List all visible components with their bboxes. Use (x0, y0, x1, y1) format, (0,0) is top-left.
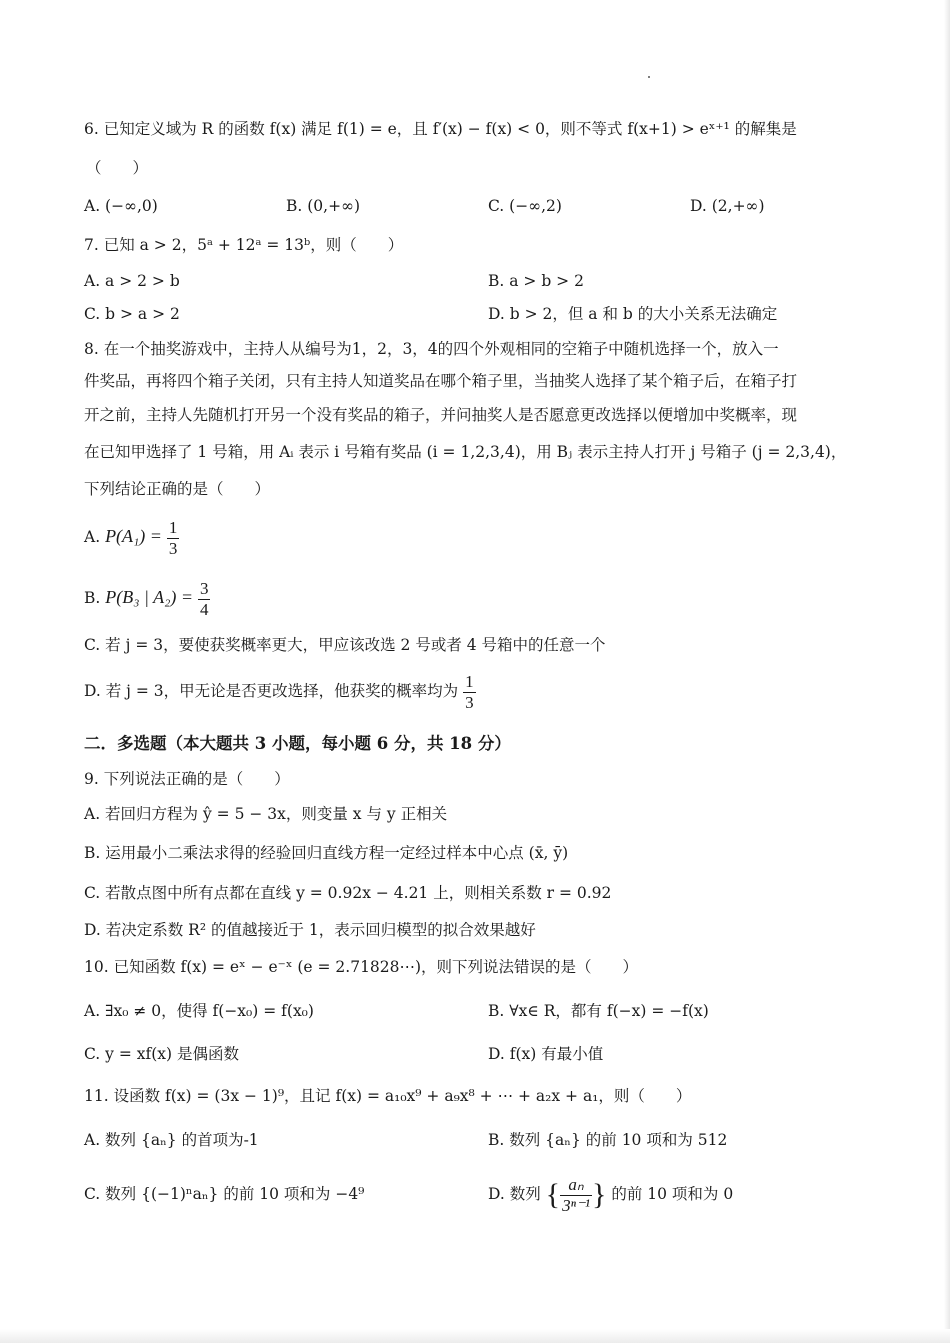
q10-option-d: D. f(x) 有最小值 (488, 1045, 604, 1063)
q6-option-b: B. (0,+∞) (286, 197, 361, 215)
section-2-heading: 二．多选题（本大题共 3 小题，每小题 6 分，共 18 分） (84, 734, 511, 753)
q6-option-d: D. (2,+∞) (690, 197, 765, 215)
q8-option-a-label: A. (84, 528, 101, 546)
q10-stem: 10. 已知函数 f(x) = eˣ − e⁻ˣ (e = 2.71828⋯)，则下列说法错误的是（ ） (84, 958, 639, 976)
q8-option-b-label: B. (84, 589, 101, 607)
q6-paren: （ ） (86, 159, 149, 177)
q7-option-a: A. a > 2 > b (84, 272, 180, 290)
q9-option-d: D. 若决定系数 R² 的值越接近于 1，表示回归模型的拟合效果越好 (84, 921, 536, 939)
left-brace: { (545, 1178, 561, 1211)
scan-dot (648, 76, 650, 78)
fraction-denominator: 3 (168, 538, 178, 558)
fraction-numerator: aₙ (560, 1175, 592, 1196)
q7-stem: 7. 已知 a > 2，5ᵃ + 12ᵃ = 13ᵇ，则（ ） (84, 236, 404, 254)
q8-line-4: 在已知甲选择了 1 号箱，用 Aᵢ 表示 i 号箱有奖品 (i = 1,2,3,4)，用 Bⱼ 表示主持人打开 j 号箱子 (j = 2,3,4)， (84, 443, 847, 461)
q11-option-d-suffix: 的前 10 项和为 0 (611, 1185, 734, 1203)
q9-option-b: B. 运用最小二乘法求得的经验回归直线方程一定经过样本中心点 (x̄, ȳ) (84, 844, 569, 862)
q11-option-b: B. 数列 {aₙ} 的前 10 项和为 512 (488, 1131, 728, 1149)
q8-line-3: 开之前，主持人先随机打开另一个没有奖品的箱子，并问抽奖人是否愿意更改选择以便增加中奖概率，现 (84, 406, 798, 424)
q8-option-b (84, 576, 210, 620)
q8-option-a-fraction (167, 518, 180, 559)
q10-option-c: C. y = xf(x) 是偶函数 (84, 1045, 240, 1063)
q8-option-d-text: D. 若 j = 3，甲无论是否更改选择，他获奖的概率均为 (84, 682, 459, 700)
q6-stem: 6. 已知定义域为 R 的函数 f(x) 满足 f(1) = e，且 f′(x) − f(x) < 0，则不等式 f(x+1) > eˣ⁺¹ 的解集是 (84, 120, 797, 138)
q11-option-a: A. 数列 {aₙ} 的首项为-1 (84, 1131, 259, 1149)
q8-option-a-expr: P(A₁) = (105, 526, 162, 546)
fraction-denominator: 3 (465, 692, 474, 712)
scan-right-edge (944, 0, 950, 1343)
q11-stem: 11. 设函数 f(x) = (3x − 1)⁹，且记 f(x) = a₁₀x⁹ + a₉x⁸ + ⋯ + a₂x + a₁，则（ ） (84, 1087, 692, 1105)
q10-option-a: A. ∃x₀ ≠ 0，使得 f(−x₀) = f(x₀) (84, 1002, 314, 1020)
q8-line-5: 下列结论正确的是（ ） (84, 480, 271, 498)
q9-option-c: C. 若散点图中所有点都在直线 y = 0.92x − 4.21 上，则相关系数 r = 0.92 (84, 884, 612, 902)
q8-line-1: 8. 在一个抽奖游戏中，主持人从编号为1，2，3，4的四个外观相同的空箱子中随机选择一个，放入一 (84, 340, 779, 358)
q8-option-b-expr: P(B₃ | A₂) = (105, 587, 194, 607)
q11-option-d (488, 1172, 733, 1217)
q9-option-a: A. 若回归方程为 ŷ = 5 − 3x，则变量 x 与 y 正相关 (84, 805, 448, 823)
q6-option-c: C. (−∞,2) (488, 197, 562, 215)
fraction-numerator: 1 (168, 517, 178, 537)
fraction-numerator: 3 (199, 578, 209, 598)
q11-option-d-fraction (560, 1175, 592, 1216)
q10-option-b: B. ∀x∈ R，都有 f(−x) = −f(x) (488, 1002, 709, 1020)
q6-option-a: A. (−∞,0) (84, 197, 158, 215)
right-brace: } (592, 1178, 607, 1211)
q8-option-b-fraction (198, 579, 211, 620)
fraction-numerator: 1 (465, 671, 474, 691)
q8-option-d-fraction (463, 672, 476, 713)
scan-bottom-edge (0, 1329, 950, 1343)
q8-option-c: C. 若 j = 3，要使获奖概率更大，甲应该改选 2 号或者 4 号箱中的任意一个 (84, 636, 606, 654)
q8-option-a (84, 515, 179, 559)
q7-option-c: C. b > a > 2 (84, 305, 180, 323)
fraction-denominator: 4 (199, 599, 209, 619)
q8-line-2: 件奖品，再将四个箱子关闭，只有主持人知道奖品在哪个箱子里，当抽奖人选择了某个箱子后，在箱子打 (84, 372, 798, 390)
q7-option-d: D. b > 2，但 a 和 b 的大小关系无法确定 (488, 305, 778, 323)
q11-option-d-prefix: D. 数列 (488, 1185, 541, 1203)
q9-stem: 9. 下列说法正确的是（ ） (84, 770, 290, 788)
q7-option-b: B. a > b > 2 (488, 272, 584, 290)
q8-option-d (84, 670, 476, 713)
fraction-denominator: 3ⁿ⁻¹ (562, 1195, 591, 1215)
q11-option-c: C. 数列 {(−1)ⁿaₙ} 的前 10 项和为 −4⁹ (84, 1185, 365, 1203)
